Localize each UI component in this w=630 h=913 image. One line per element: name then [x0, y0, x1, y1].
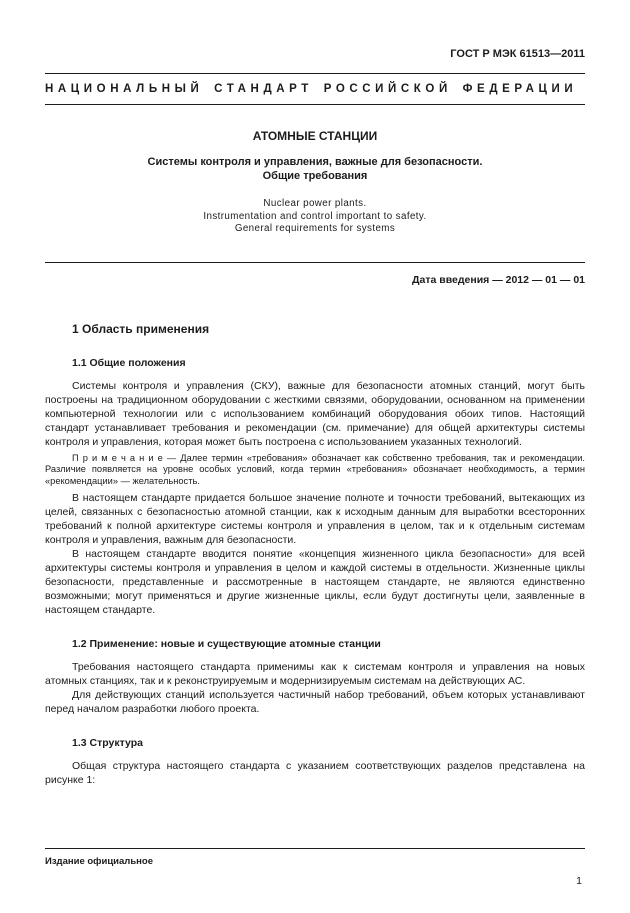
title-en-line-1: Nuclear power plants. — [263, 198, 367, 209]
title-block — [45, 129, 585, 236]
paragraph: Системы контроля и управления (СКУ), важные для безопасности атомных станций, могут быть построены на традиционном оборудовании с жесткими связями, оборудовании, основанном на применении компьютерной технологии или с использованием комбинаций оборудования обоих типов. Настоящий стандарт устанавливает требования и рекомендации (см. примечание) для общей архитектуры системы контроля и управления, которая может быть построена с использованием указанных технологий. — [45, 379, 585, 448]
page-number: 1 — [576, 875, 582, 887]
title-en-block — [45, 198, 585, 236]
header-divider-bottom — [45, 104, 585, 105]
section-1-2-heading: 1.2 Применение: новые и существующие атомные станции — [72, 638, 381, 651]
doc-code: ГОСТ Р МЭК 61513—2011 — [450, 48, 585, 60]
title-divider — [45, 262, 585, 263]
national-standard-banner: НАЦИОНАЛЬНЫЙ СТАНДАРТ РОССИЙСКОЙ ФЕДЕРАЦИИ — [45, 83, 578, 95]
paragraph: В настоящем стандарте вводится понятие «концепция жизненного цикла безопасности» для всей архитектуры системы контроля и управления в целом и каждой системы в отдельности. Жизненные циклы безопасности, представленные и рассмотренные в настоящем стандарте, не являются единственно возможными; могут применяться и другие жизненные циклы, если будут достигнуты цели, заявленные в настоящем стандарте. — [45, 548, 585, 617]
paragraph: Требования настоящего стандарта применимы как к системам контроля и управления на новых атомных станциях, так и к реконструируемым и модернизируемым системам на действующих АС. — [45, 661, 585, 688]
paragraph: Для действующих станций используется частичный набор требований, объем которых устанавливают перед началом разработки любого проекта. — [45, 689, 585, 716]
title-en-line-2: Instrumentation and control important to safety. — [203, 210, 427, 222]
title-ru-subtitle-1: Системы контроля и управления, важные для безопасности. — [147, 156, 483, 168]
title-ru-subtitle-2: Общие требования — [262, 170, 368, 182]
document-body — [45, 322, 585, 788]
edition-note: Издание официальное — [45, 856, 153, 867]
page-footer — [45, 848, 585, 887]
title-ru-main: АТОМНЫЕ СТАНЦИИ — [252, 129, 378, 143]
title-en-line-3: General requirements for systems — [234, 223, 396, 234]
section-1-1-heading: 1.1 Общие положения — [72, 356, 186, 369]
introduction-date: Дата введения — 2012 — 01 — 01 — [412, 273, 585, 286]
header-divider-top — [45, 73, 585, 74]
paragraph: В настоящем стандарте придается большое значение полноте и точности требований, вытекающих из целей, связанных с безопасностью атомной станции, как к исходным данным для выработки всесторонних требований к полной архитектуре системы контроля и управления в целом, так и к отдельным системам контроля и управления, важным для безопасности. — [45, 492, 585, 547]
note-paragraph: П р и м е ч а н и е — Далее термин «требования» обозначает как собственно требования, так и рекомендации. Различие появляется на уровне особых условий, когда термин «требования» обозначает необходимость, а термин «рекомендации» — желательность. — [45, 452, 585, 486]
paragraph: Общая структура настоящего стандарта с указанием соответствующих разделов представлена на рисунке 1: — [45, 760, 585, 787]
section-1-heading: 1 Область применения — [72, 321, 210, 336]
section-1-3-heading: 1.3 Структура — [72, 737, 143, 750]
